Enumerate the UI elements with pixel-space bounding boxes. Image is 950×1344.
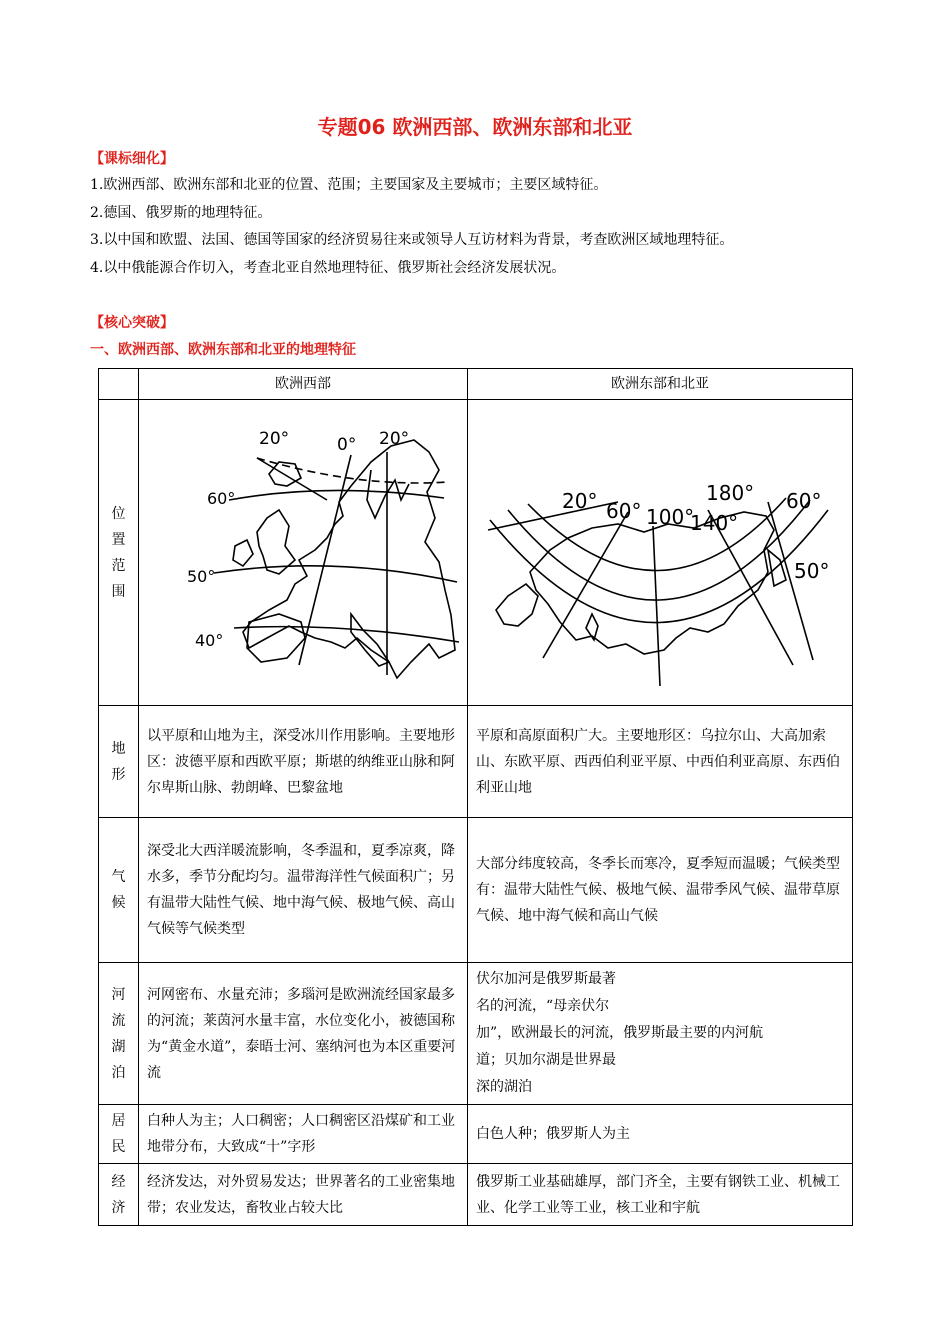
arctic-circle-dashed	[257, 458, 447, 483]
table-row-terrain	[99, 706, 853, 818]
map-label-20: 20°	[562, 489, 598, 513]
table-header-row	[99, 369, 853, 400]
rivers-east-line: 深的湖泊	[476, 1079, 532, 1095]
terrain-east: 平原和高原面积广大。主要地形区：乌拉尔山、大高加索山、东欧平原、西西伯利亚平原、中西伯利亚高原、东西伯利亚山地	[468, 706, 853, 818]
caspian-outline	[586, 614, 598, 640]
geography-table	[98, 368, 853, 1226]
map-label-0: 0°	[337, 435, 357, 455]
map-label-140: 140°	[690, 511, 739, 535]
rivers-east-line: 名的河流，“母亲伏尔	[476, 998, 610, 1014]
table-row-climate	[99, 818, 853, 963]
map-label-180: 180°	[706, 481, 755, 505]
west-europe-map	[139, 400, 468, 696]
rivers-west: 河网密布、水量充沛；多瑙河是欧洲流经国家最多的河流；莱茵河水量丰富，水位变化小，被德国称为“黄金水道”，泰晤士河、塞纳河也为本区重要河流	[139, 963, 468, 1105]
header-cell-empty	[99, 369, 139, 400]
map-label-40n: 40°	[195, 631, 224, 650]
map-label-60: 60°	[606, 499, 642, 523]
map-label-100: 100°	[646, 505, 695, 529]
meridian-100e-line	[653, 526, 660, 686]
table-row-population	[99, 1105, 853, 1164]
map-label-60n: 60°	[207, 489, 236, 508]
requirement-item-3: 3.以中国和欧盟、法国、德国等国家的经济贸易往来或领导人互访材料为背景，考查欧洲区域地理特征。	[90, 232, 734, 248]
rivers-east	[468, 963, 853, 1105]
meridian-0	[299, 455, 351, 665]
row-header-climate: 气 候	[99, 818, 139, 963]
requirement-item-2: 2.德国、俄罗斯的地理特征。	[90, 205, 272, 221]
requirement-item-1: 1.欧洲西部、欧洲东部和北亚的位置、范围；主要国家及主要城市；主要区域特征。	[90, 177, 608, 193]
map-cell-east-europe-north-asia	[468, 400, 853, 706]
climate-east: 大部分纬度较高，冬季长而寒冷，夏季短而温暖；气候类型有：温带大陆性气候、极地气候、温带季风气候、温带草原气候、地中海气候和高山气候	[468, 818, 853, 963]
header-cell-west-europe: 欧洲西部	[139, 369, 468, 400]
coastline-outline	[243, 440, 455, 678]
table-row-economy	[99, 1164, 853, 1226]
header-cell-east-europe-north-asia: 欧洲东部和北亚	[468, 369, 853, 400]
meridian-20e-line	[488, 502, 618, 530]
map-label-50: 50°	[794, 559, 830, 583]
row-header-terrain: 地 形	[99, 706, 139, 818]
map-label-20e: 20°	[379, 429, 410, 449]
population-east: 白色人种；俄罗斯人为主	[468, 1105, 853, 1164]
ireland-outline	[233, 540, 253, 566]
terrain-west: 以平原和山地为主，深受冰川作用影响。主要地形区：波德平原和西欧平原；斯堪的纳维亚山脉和阿尔卑斯山脉、勃朗峰、巴黎盆地	[139, 706, 468, 818]
latitude-line-50	[214, 566, 457, 582]
rivers-east-line: 道；贝加尔湖是世界最	[476, 1052, 616, 1068]
row-header-economy: 经 济	[99, 1164, 139, 1226]
section-heading-core: 【核心突破】	[90, 315, 174, 331]
subsection-heading: 一、欧洲西部、欧洲东部和北亚的地理特征	[90, 342, 356, 358]
iberia-outline	[247, 614, 305, 662]
economy-west: 经济发达，对外贸易发达；世界著名的工业密集地带；农业发达，畜牧业占较大比	[139, 1164, 468, 1226]
row-header-location: 位 置 范 围	[99, 400, 139, 706]
population-west: 白种人为主；人口稠密；人口稠密区沿煤矿和工业地带分布，大致成“十”字形	[139, 1105, 468, 1164]
table-row-rivers-lakes	[99, 963, 853, 1105]
latitude-line-60	[229, 490, 444, 500]
rivers-east-line: 伏尔加河是俄罗斯最著	[476, 971, 616, 987]
latitude-line-40	[234, 627, 459, 642]
row-header-rivers-lakes: 河 流 湖 泊	[99, 963, 139, 1105]
map-label-60-right: 60°	[786, 489, 822, 513]
section-heading-requirements: 【课标细化】	[90, 151, 174, 167]
economy-east: 俄罗斯工业基础雄厚，部门齐全，主要有钢铁工业、机械工业、化学工业等工业，核工业和宇航	[468, 1164, 853, 1226]
row-header-population: 居 民	[99, 1105, 139, 1164]
britain-outline	[257, 510, 295, 574]
europe-coastline	[496, 584, 538, 626]
north-asia-map	[468, 400, 853, 696]
climate-west: 深受北大西洋暖流影响，冬季温和，夏季凉爽，降水多，季节分配均匀。温带海洋性气候面积广；另有温带大陆性气候、地中海气候、极地气候、高山气候等气候类型	[139, 818, 468, 963]
map-label-20w: 20°	[259, 429, 290, 449]
page-title: 专题06 欧洲西部、欧洲东部和北亚	[317, 115, 633, 139]
map-cell-west-europe	[139, 400, 468, 706]
table-row-location	[99, 400, 853, 706]
requirement-item-4: 4.以中俄能源合作切入，考查北亚自然地理特征、俄罗斯社会经济发展状况。	[90, 260, 566, 276]
rivers-east-line: 加”，欧洲最长的河流，俄罗斯最主要的内河航	[476, 1025, 764, 1041]
map-label-50n: 50°	[187, 567, 216, 586]
